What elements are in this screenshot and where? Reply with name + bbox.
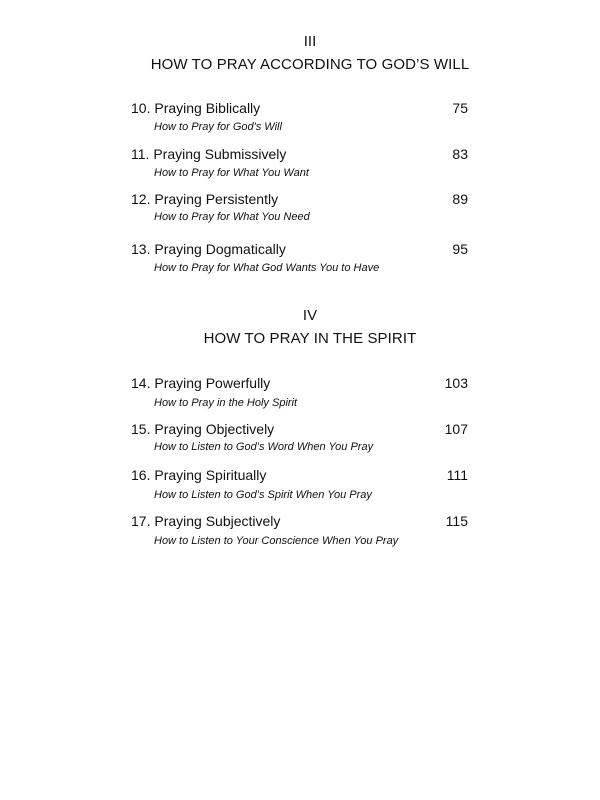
entry-subtitle: How to Listen to God’s Spirit When You Pray <box>154 489 372 501</box>
entry-subtitle: How to Pray for God's Will <box>154 121 282 133</box>
entry-subtitle: How to Pray for What You Want <box>154 167 309 179</box>
section-numeral: III <box>303 33 317 50</box>
entry-page-number: 83 <box>452 146 468 162</box>
entry-subtitle: How to Pray for What You Need <box>154 211 310 223</box>
entry-title: 13. Praying Dogmatically <box>131 241 286 257</box>
entry-page-number: 111 <box>446 467 468 483</box>
entry-title: 12. Praying Persistently <box>131 191 279 207</box>
entry-subtitle: How to Pray in the Holy Spirit <box>154 397 298 409</box>
entry-title: 17. Praying Subjectively <box>131 513 281 529</box>
entry-title: 11. Praying Submissively <box>131 146 287 162</box>
entry-page-number: 103 <box>444 375 468 391</box>
entry-page-number: 115 <box>445 513 468 529</box>
section-numeral: IV <box>302 307 318 324</box>
entry-title: 14. Praying Powerfully <box>131 375 271 391</box>
section-title: HOW TO PRAY IN THE SPIRIT <box>203 330 417 347</box>
entry-subtitle: How to Pray for What God Wants You to Have <box>154 262 380 274</box>
entry-subtitle: How to Listen to Your Conscience When You Pray <box>154 535 399 547</box>
entry-title: 16. Praying Spiritually <box>131 467 267 483</box>
section-title: HOW TO PRAY ACCORDING TO GOD’S WILL <box>150 56 470 73</box>
entry-page-number: 89 <box>452 191 468 207</box>
entry-page-number: 95 <box>452 241 468 257</box>
entry-page-number: 107 <box>444 421 468 437</box>
entry-title: 15. Praying Objectively <box>131 421 275 437</box>
entry-page-number: 75 <box>452 100 468 116</box>
entry-title: 10. Praying Biblically <box>131 100 261 116</box>
entry-subtitle: How to Listen to God’s Word When You Pray <box>154 441 374 453</box>
